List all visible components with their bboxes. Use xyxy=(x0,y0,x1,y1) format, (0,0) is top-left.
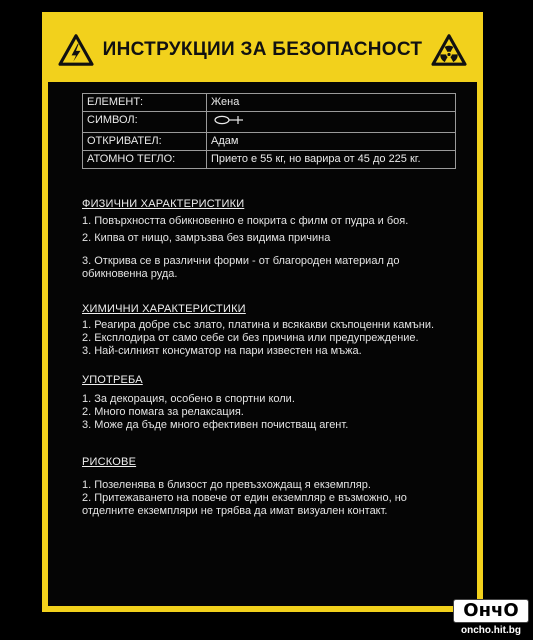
list-item: 3. Може да бъде много ефективен почистващ агент. xyxy=(82,419,349,431)
list-item: 1. Позеленява в близост до превъзхождащ я екземпляр. xyxy=(82,479,371,491)
section-title: РИСКОВЕ xyxy=(82,456,137,468)
usage-section xyxy=(82,374,462,432)
spec-value: Жена xyxy=(207,94,456,112)
list-item: 2. Много помага за релаксация. xyxy=(82,406,244,418)
table-row xyxy=(83,94,456,112)
safety-sign xyxy=(42,12,483,612)
watermark-logo: ОнчО xyxy=(453,599,529,623)
element-specs-table xyxy=(82,93,456,169)
header-banner xyxy=(48,18,477,82)
spec-key: ОТКРИВАТЕЛ: xyxy=(83,133,207,151)
spec-key: АТОМНО ТЕГЛО: xyxy=(83,151,207,169)
spec-value: Адам xyxy=(207,133,456,151)
watermark-url: oncho.hit.bg xyxy=(461,625,521,636)
list-item: 1. За декорация, особено в спортни коли. xyxy=(82,393,295,405)
physical-section xyxy=(82,198,462,281)
chemical-section xyxy=(82,303,462,358)
spec-value xyxy=(207,112,456,133)
list-item: 1. Реагира добре със злато, платина и всякакви скъпоценни камъни. xyxy=(82,319,435,331)
list-item: 1. Повърхността обикновенно е покрита с филм от пудра и боя. xyxy=(82,215,409,227)
list-item: 2. Кипва от нищо, замръзва без видима причина xyxy=(82,232,331,244)
list-item: 3. Открива се в различни форми - от благороден материал до обикновенна руда. xyxy=(82,255,400,280)
section-title: ХИМИЧНИ ХАРАКТЕРИСТИКИ xyxy=(82,303,246,315)
watermark xyxy=(453,599,529,636)
sign-content xyxy=(82,194,462,518)
spec-key: ЕЛЕМЕНТ: xyxy=(83,94,207,112)
risks-section xyxy=(82,456,462,518)
list-item: 2. Притежаването на повече от един екземпляр е възможно, но отделните екземпляри не трябва да имат визуален контакт. xyxy=(82,492,407,517)
radiation-warning-icon xyxy=(431,34,467,66)
spec-key: СИМВОЛ: xyxy=(83,112,207,133)
list-item: 2. Експлодира от само себе си без причина или предупреждение. xyxy=(82,332,419,344)
page-title: ИНСТРУКЦИИ ЗА БЕЗОПАСНОСТ xyxy=(102,39,423,60)
table-row xyxy=(83,133,456,151)
table-row xyxy=(83,112,456,133)
list-item: 3. Най-силният консуматор на пари известен на мъжа. xyxy=(82,345,362,357)
spec-value: Прието е 55 кг, но варира от 45 до 225 кг. xyxy=(207,151,456,169)
table-row xyxy=(83,151,456,169)
section-title: УПОТРЕБА xyxy=(82,374,143,386)
female-symbol-icon xyxy=(211,114,247,126)
high-voltage-warning-icon xyxy=(58,34,94,66)
section-title: ФИЗИЧНИ ХАРАКТЕРИСТИКИ xyxy=(82,198,245,210)
